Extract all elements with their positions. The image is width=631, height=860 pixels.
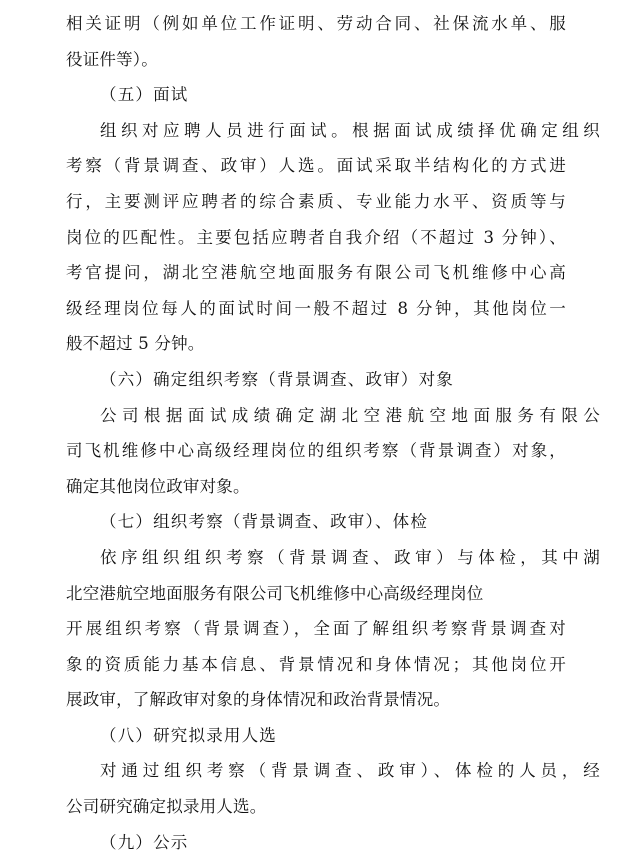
- paragraph-line: 考官提问，湖北空港航空地面服务有限公司飞机维修中心高: [66, 263, 566, 283]
- paragraph-line: 公司根据面试成绩确定湖北空港航空地面服务有限公: [100, 405, 600, 425]
- paragraph-line: 相关证明（例如单位工作证明、劳动合同、社保流水单、服: [66, 14, 566, 33]
- section-heading: （六）确定组织考察（背景调查、政审）对象: [100, 369, 454, 389]
- document-page: [66, 6, 600, 860]
- paragraph-line: 考察（背景调查、政审）人选。面试采取半结构化的方式进: [66, 156, 566, 176]
- paragraph-line: 般不超过 5 分钟。: [66, 334, 205, 354]
- paragraph-line: 展政审，了解政审对象的身体情况和政治背景情况。: [66, 690, 451, 710]
- paragraph-line: 岗位的匹配性。主要包括应聘者自我介绍（不超过 3 分钟）、: [66, 227, 566, 247]
- paragraph-line: 确定其他岗位政审对象。: [66, 476, 250, 496]
- section-heading: （八）研究拟录用人选: [100, 725, 277, 745]
- paragraph-line: 行，主要测评应聘者的综合素质、专业能力水平、资质等与: [66, 191, 566, 211]
- section-heading: （五）面试: [100, 85, 189, 105]
- paragraph-line: 对通过组织考察（背景调查、政审）、体检的人员，经: [100, 761, 600, 781]
- paragraph-line: 象的资质能力基本信息、背景情况和身体情况；其他岗位开: [66, 654, 566, 674]
- paragraph-line: 公司研究确定拟录用人选。: [66, 797, 267, 817]
- section-heading: （九）公示: [100, 832, 189, 852]
- paragraph-line: 司飞机维修中心高级经理岗位的组织考察（背景调查）对象，: [66, 441, 566, 461]
- paragraph-line: 依序组织组织考察（背景调查、政审）与体检，其中湖: [100, 547, 600, 567]
- paragraph-line: 级经理岗位每人的面试时间一般不超过 8 分钟，其他岗位一: [66, 298, 566, 318]
- paragraph-line: 北空港航空地面服务有限公司飞机维修中心高级经理岗位: [66, 583, 484, 603]
- paragraph-line: 开展组织考察（背景调查），全面了解组织考察背景调查对: [66, 619, 566, 639]
- paragraph-line: 组织对应聘人员进行面试。根据面试成绩择优确定组织: [100, 120, 600, 140]
- paragraph-line: 役证件等）。: [66, 49, 158, 69]
- section-heading: （七）组织考察（背景调查、政审）、体检: [100, 512, 429, 532]
